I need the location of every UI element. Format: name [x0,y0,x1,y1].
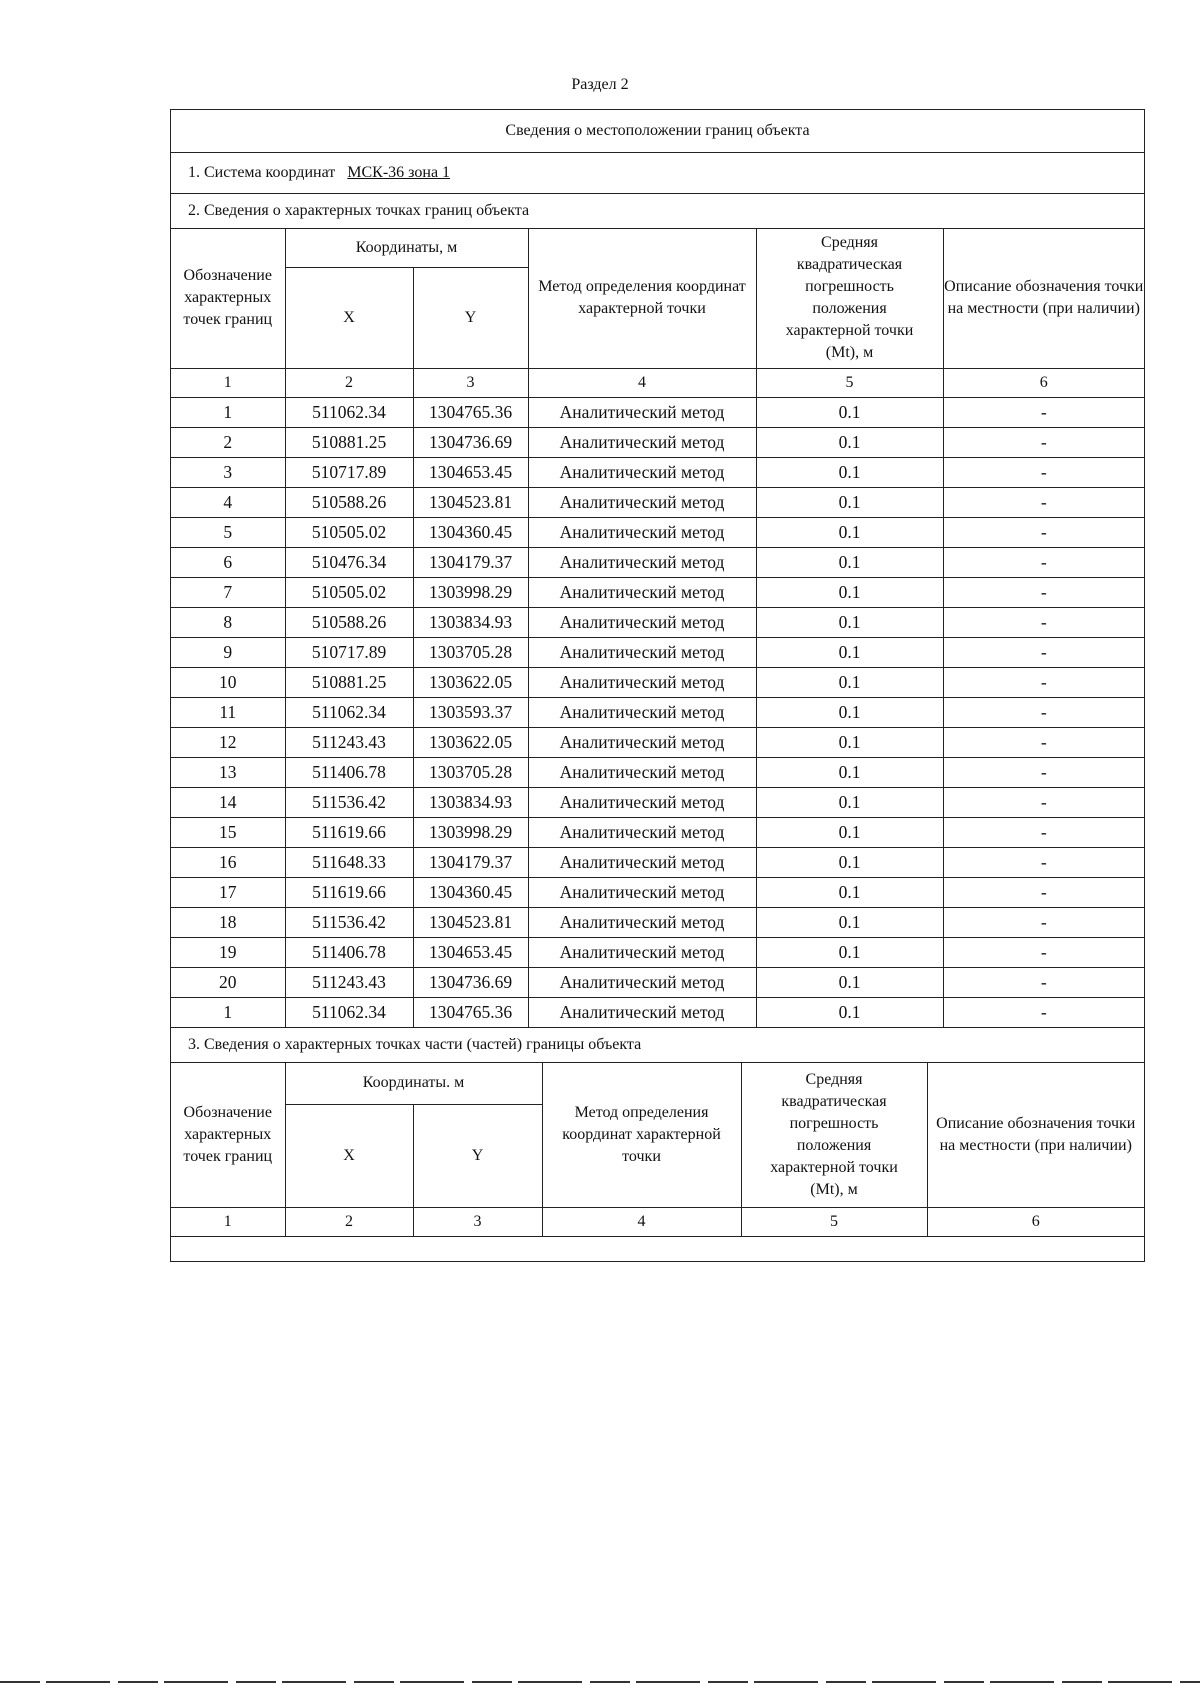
x-cell: 510881.25 [285,427,413,457]
error-cell: 0.1 [756,877,943,907]
description-cell: - [943,457,1144,487]
method-cell: Аналитический метод [528,517,756,547]
header-x: X [285,267,413,368]
error-cell: 0.1 [756,517,943,547]
x-cell: 511406.78 [285,757,413,787]
description-cell: - [943,577,1144,607]
method-cell: Аналитический метод [528,727,756,757]
error-cell: 0.1 [756,487,943,517]
x-cell: 511062.34 [285,997,413,1027]
x-cell: 510505.02 [285,517,413,547]
error-cell: 0.1 [756,457,943,487]
x-cell: 510588.26 [285,607,413,637]
y-cell: 1303834.93 [413,607,528,637]
column-number: 1 [171,1208,285,1237]
part3-title: 3. Сведения о характерных точках части (частей) границы объекта [171,1028,1144,1063]
description-cell: - [943,877,1144,907]
header-y: Y [413,267,528,368]
point-number-cell: 1 [171,997,285,1027]
x-cell: 511243.43 [285,727,413,757]
x-cell: 511619.66 [285,817,413,847]
description-cell: - [943,937,1144,967]
method-cell: Аналитический метод [528,757,756,787]
header-description: Описание обозначения точки на местности (при наличии) [943,229,1144,368]
point-number-cell: 16 [171,847,285,877]
point-number-cell: 17 [171,877,285,907]
point-number-cell: 19 [171,937,285,967]
x-cell: 511536.42 [285,787,413,817]
description-cell: - [943,667,1144,697]
table-row [171,397,1144,427]
error-cell: 0.1 [756,997,943,1027]
header-coords: Координаты. м [285,1063,542,1105]
column-number: 5 [741,1208,927,1237]
y-cell: 1304736.69 [413,967,528,997]
method-cell: Аналитический метод [528,577,756,607]
y-cell: 1304765.36 [413,997,528,1027]
point-number-cell: 4 [171,487,285,517]
column-number: 2 [285,368,413,397]
table-row [171,517,1144,547]
y-cell: 1303593.37 [413,697,528,727]
table-row [171,817,1144,847]
y-cell: 1304179.37 [413,847,528,877]
empty-row [171,1237,1144,1262]
description-cell: - [943,727,1144,757]
table-row [171,907,1144,937]
method-cell: Аналитический метод [528,487,756,517]
part2-title: 2. Сведения о характерных точках границ объекта [171,194,1144,229]
error-cell: 0.1 [756,757,943,787]
point-number-cell: 5 [171,517,285,547]
boundary-points-table [171,229,1144,1028]
description-cell: - [943,907,1144,937]
error-cell: 0.1 [756,667,943,697]
error-cell: 0.1 [756,547,943,577]
table-row [171,727,1144,757]
x-cell: 510505.02 [285,577,413,607]
y-cell: 1303998.29 [413,577,528,607]
y-cell: 1304653.45 [413,937,528,967]
y-cell: 1304653.45 [413,457,528,487]
header-x: X [285,1105,413,1208]
point-number-cell: 15 [171,817,285,847]
x-cell: 510881.25 [285,667,413,697]
y-cell: 1303622.05 [413,727,528,757]
point-number-cell: 9 [171,637,285,667]
table-row [171,457,1144,487]
description-cell: - [943,757,1144,787]
table-row [171,847,1144,877]
table-row [171,967,1144,997]
x-cell: 511243.43 [285,967,413,997]
error-cell: 0.1 [756,577,943,607]
coordinate-system-line [171,153,1144,194]
x-cell: 511648.33 [285,847,413,877]
y-cell: 1303705.28 [413,757,528,787]
scan-edge-line [0,1681,1200,1683]
error-cell: 0.1 [756,397,943,427]
header-y: Y [413,1105,542,1208]
y-cell: 1304179.37 [413,547,528,577]
y-cell: 1304523.81 [413,487,528,517]
description-cell: - [943,997,1144,1027]
method-cell: Аналитический метод [528,877,756,907]
table-row [171,997,1144,1027]
method-cell: Аналитический метод [528,997,756,1027]
x-cell: 510588.26 [285,487,413,517]
point-number-cell: 18 [171,907,285,937]
error-cell: 0.1 [756,637,943,667]
method-cell: Аналитический метод [528,457,756,487]
point-number-cell: 3 [171,457,285,487]
column-number: 3 [413,1208,542,1237]
column-number: 1 [171,368,285,397]
description-cell: - [943,487,1144,517]
error-cell: 0.1 [756,847,943,877]
y-cell: 1303622.05 [413,667,528,697]
point-number-cell: 2 [171,427,285,457]
table-row [171,577,1144,607]
y-cell: 1304736.69 [413,427,528,457]
point-number-cell: 14 [171,787,285,817]
method-cell: Аналитический метод [528,637,756,667]
point-number-cell: 6 [171,547,285,577]
table-row [171,427,1144,457]
table-row [171,877,1144,907]
y-cell: 1304523.81 [413,907,528,937]
description-cell: - [943,517,1144,547]
table-row [171,637,1144,667]
x-cell: 511619.66 [285,877,413,907]
part-points-table [171,1063,1144,1238]
description-cell: - [943,697,1144,727]
method-cell: Аналитический метод [528,607,756,637]
error-cell: 0.1 [756,727,943,757]
x-cell: 511536.42 [285,907,413,937]
points-body [171,397,1144,1027]
coordinate-system-label: 1. Система координат [188,164,336,181]
method-cell: Аналитический метод [528,787,756,817]
table-row [171,667,1144,697]
error-cell: 0.1 [756,937,943,967]
description-cell: - [943,637,1144,667]
header-point: Обозначение характерных точек границ [171,229,285,368]
method-cell: Аналитический метод [528,667,756,697]
point-number-cell: 10 [171,667,285,697]
table-row [171,607,1144,637]
point-number-cell: 12 [171,727,285,757]
error-cell: 0.1 [756,697,943,727]
method-cell: Аналитический метод [528,967,756,997]
method-cell: Аналитический метод [528,427,756,457]
error-cell: 0.1 [756,607,943,637]
column-number: 4 [542,1208,741,1237]
header-point: Обозначение характерных точек границ [171,1063,285,1208]
error-cell: 0.1 [756,817,943,847]
method-cell: Аналитический метод [528,547,756,577]
y-cell: 1303998.29 [413,817,528,847]
table-row [171,547,1144,577]
boundary-info-sheet [170,109,1145,1262]
description-cell: - [943,847,1144,877]
table-row [171,487,1144,517]
point-number-cell: 1 [171,397,285,427]
y-cell: 1304360.45 [413,877,528,907]
table-row [171,937,1144,967]
table-row [171,697,1144,727]
description-cell: - [943,607,1144,637]
point-number-cell: 7 [171,577,285,607]
error-cell: 0.1 [756,427,943,457]
point-number-cell: 8 [171,607,285,637]
y-cell: 1303705.28 [413,637,528,667]
description-cell: - [943,787,1144,817]
method-cell: Аналитический метод [528,697,756,727]
column-number-row [171,368,1144,397]
point-number-cell: 13 [171,757,285,787]
y-cell: 1303834.93 [413,787,528,817]
point-number-cell: 11 [171,697,285,727]
x-cell: 511406.78 [285,937,413,967]
column-number: 4 [528,368,756,397]
error-cell: 0.1 [756,787,943,817]
method-cell: Аналитический метод [528,397,756,427]
column-number: 2 [285,1208,413,1237]
header-coords: Координаты, м [285,229,528,267]
table-row [171,787,1144,817]
description-cell: - [943,427,1144,457]
y-cell: 1304765.36 [413,397,528,427]
method-cell: Аналитический метод [528,817,756,847]
column-number: 6 [927,1208,1144,1237]
table-row [171,757,1144,787]
method-cell: Аналитический метод [528,907,756,937]
error-cell: 0.1 [756,967,943,997]
header-error: Средняя квадратическая погрешность положения характерной точки (Mt), м [756,229,943,368]
description-cell: - [943,397,1144,427]
x-cell: 510717.89 [285,457,413,487]
description-cell: - [943,817,1144,847]
point-number-cell: 20 [171,967,285,997]
error-cell: 0.1 [756,907,943,937]
table-title: Сведения о местоположении границ объекта [171,110,1144,153]
coordinate-system-value: МСК-36 зона 1 [347,164,451,181]
description-cell: - [943,967,1144,997]
column-number: 5 [756,368,943,397]
column-number-row [171,1208,1144,1237]
description-cell: - [943,547,1144,577]
header-error: Средняя квадратическая погрешность положения характерной точки (Mt), м [741,1063,927,1208]
y-cell: 1304360.45 [413,517,528,547]
header-method: Метод определения координат характерной точки [542,1063,741,1208]
column-number: 3 [413,368,528,397]
x-cell: 511062.34 [285,697,413,727]
x-cell: 510476.34 [285,547,413,577]
method-cell: Аналитический метод [528,937,756,967]
column-number: 6 [943,368,1144,397]
x-cell: 510717.89 [285,637,413,667]
method-cell: Аналитический метод [528,847,756,877]
header-description: Описание обозначения точки на местности (при наличии) [927,1063,1144,1208]
x-cell: 511062.34 [285,397,413,427]
header-method: Метод определения координат характерной точки [528,229,756,368]
section-title: Раздел 2 [571,76,629,93]
